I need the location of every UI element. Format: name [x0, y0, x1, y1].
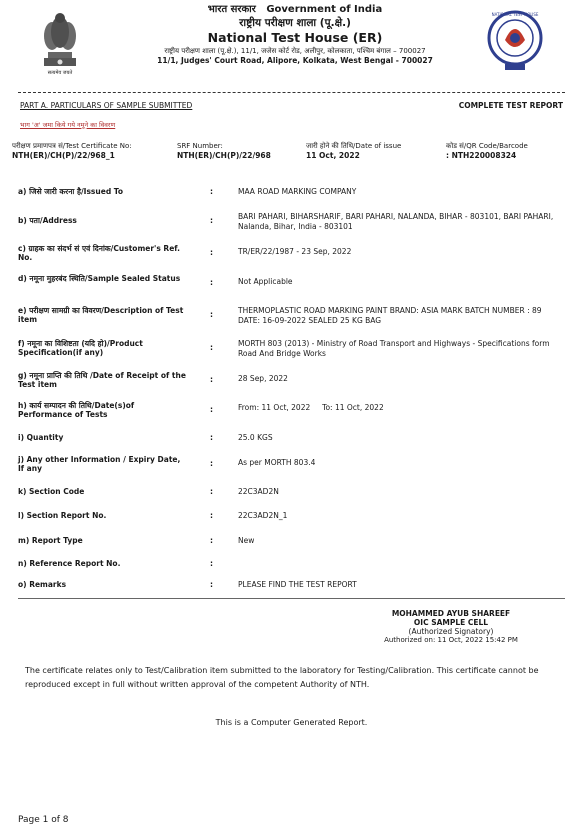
particular-label: j) Any other Information / Expiry Date, If any [18, 455, 181, 473]
colon: : [210, 459, 213, 468]
government-english: Government of India [266, 4, 383, 15]
signatory-cell: OIC SAMPLE CELL [413, 618, 489, 627]
particular-value: New [238, 536, 255, 545]
part-a-hindi: भाग 'अ' जमा किये गये नमूने का विवरण [20, 121, 116, 129]
particular-value: 22C3AD2N [238, 487, 279, 496]
colon: : [210, 216, 213, 225]
colon: : [210, 375, 213, 384]
particular-label: a) जिसे जारी करना है/Issued To [18, 187, 124, 196]
header-divider [18, 92, 565, 93]
organization-title: National Test House (ER) [207, 30, 383, 45]
signatory-role: (Authorized Signatory) [408, 627, 494, 636]
certificate-label: परीक्षण प्रमाणपत्र सं/Test Certificate No: [12, 142, 132, 150]
particular-label: k) Section Code [18, 487, 85, 496]
particular-value: MAA ROAD MARKING COMPANY [238, 187, 357, 196]
colon: : [210, 511, 213, 520]
particular-value: 28 Sep, 2022 [238, 374, 288, 383]
emblem-caption: सत्यमेव जयते [47, 70, 73, 76]
srf-label: SRF Number: [177, 142, 223, 150]
particular-value: THERMOPLASTIC ROAD MARKING PAINT BRAND: ASIA MARK BATCH NUMBER : 89 DATE: 16-09-2022 SEALED 25 KG BAG [238, 306, 542, 325]
srf-number [177, 141, 271, 161]
colon: : [210, 187, 213, 196]
particular-label: h) कार्य सम्पादन की तिथि/Date(s)of Performance of Tests [18, 401, 135, 419]
particular-label: l) Section Report No. [18, 511, 107, 520]
colon: : [210, 278, 213, 287]
particular-label: e) परीक्षण सामग्री का विवरण/Description of Test item [18, 306, 184, 324]
colon: : [210, 580, 213, 589]
signatory-name: MOHAMMED AYUB SHAREEF [391, 609, 511, 618]
seal-text: NATIONAL TEST HOUSE [491, 12, 539, 17]
address-hindi: राष्ट्रीय परीक्षण शाला (पू.क्षे.), 11/1, जजेस कोर्ट रोड, अलीपुर, कोलकाता, पश्चिम बंगाल – 700027 [164, 47, 426, 55]
government-hindi: भारत सरकार [207, 4, 256, 15]
nth-seal-icon [487, 8, 543, 74]
certificate-number [12, 141, 132, 161]
colon: : [210, 343, 213, 352]
particular-label: o) Remarks [18, 580, 67, 589]
colon: : [210, 559, 213, 568]
particular-label: c) ग्राहक का संदर्भ सं एवं दिनांक/Customer's Ref. No. [18, 244, 180, 262]
particular-value: 22C3AD2N_1 [238, 511, 288, 520]
certificate-value: NTH(ER)/CH(P)/22/968_1 [12, 151, 115, 160]
signatory-block [340, 609, 562, 645]
page-number: Page 1 of 8 [18, 815, 69, 825]
issue-value: 11 Oct, 2022 [306, 151, 360, 160]
particular-label: n) Reference Report No. [18, 559, 121, 568]
authorized-on: Authorized on: 11 Oct, 2022 15:42 PM [384, 636, 518, 644]
report-type-heading: COMPLETE TEST REPORT [458, 101, 563, 110]
particular-value: MORTH 803 (2013) - Ministry of Road Transport and Highways - Specifications form Road And Bridge Works [238, 339, 550, 358]
particular-label: m) Report Type [18, 536, 83, 545]
qr-label: कोड सं/QR Code/Barcode [446, 142, 528, 150]
address-english: 11/1, Judges' Court Road, Alipore, Kolkata, West Bengal - 700027 [157, 56, 433, 65]
generated-note: This is a Computer Generated Report. [215, 718, 368, 727]
particular-value: BARI PAHARI, BIHARSHARIF, BARI PAHARI, NALANDA, BIHAR - 803101, BARI PAHARI, Nalanda, Bihar, India - 803101 [238, 212, 554, 231]
disclaimer-text: The certificate relates only to Test/Calibration item submitted to the laboratory for Testing/Calibration. This certificate cannot be reproduced except in full without written approval of the competent Authority of NTH. [25, 666, 539, 689]
colon: : [210, 487, 213, 496]
particular-value: TR/ER/22/1987 - 23 Sep, 2022 [238, 247, 352, 256]
particular-value: Not Applicable [238, 277, 293, 286]
signature-divider [18, 598, 565, 599]
colon: : [210, 405, 213, 414]
particular-value: As per MORTH 803.4 [238, 458, 316, 467]
colon: : [210, 536, 213, 545]
particular-label: i) Quantity [18, 433, 64, 442]
particular-value: 25.0 KGS [238, 433, 273, 442]
organization-hindi: राष्ट्रीय परीक्षण शाला (पू.क्षे.) [239, 17, 351, 29]
particular-label: f) नमूना का विशिष्टता (यदि हो)/Product Specification(if any) [18, 339, 143, 357]
part-a-heading: PART A. PARTICULARS OF SAMPLE SUBMITTED [20, 101, 193, 110]
qr-value: : NTH220008324 [446, 151, 517, 160]
issue-date [306, 141, 401, 161]
particular-label: b) पता/Address [18, 216, 77, 225]
particular-label: d) नमूना मुहरबंद स्थिति/Sample Sealed Status [18, 274, 181, 283]
colon: : [210, 433, 213, 442]
colon: : [210, 248, 213, 257]
particular-value: PLEASE FIND THE TEST REPORT [238, 580, 357, 589]
srf-value: NTH(ER)/CH(P)/22/968 [177, 151, 271, 160]
government-line [110, 3, 480, 16]
letterhead [110, 3, 480, 66]
qr-code [446, 141, 528, 161]
particular-label: g) नमूना प्राप्ति की तिथि /Date of Receipt of the Test item [18, 371, 186, 389]
particular-value: From: 11 Oct, 2022 To: 11 Oct, 2022 [238, 403, 384, 412]
colon: : [210, 310, 213, 319]
issue-label: जारी होने की तिथि/Date of issue [306, 142, 402, 150]
